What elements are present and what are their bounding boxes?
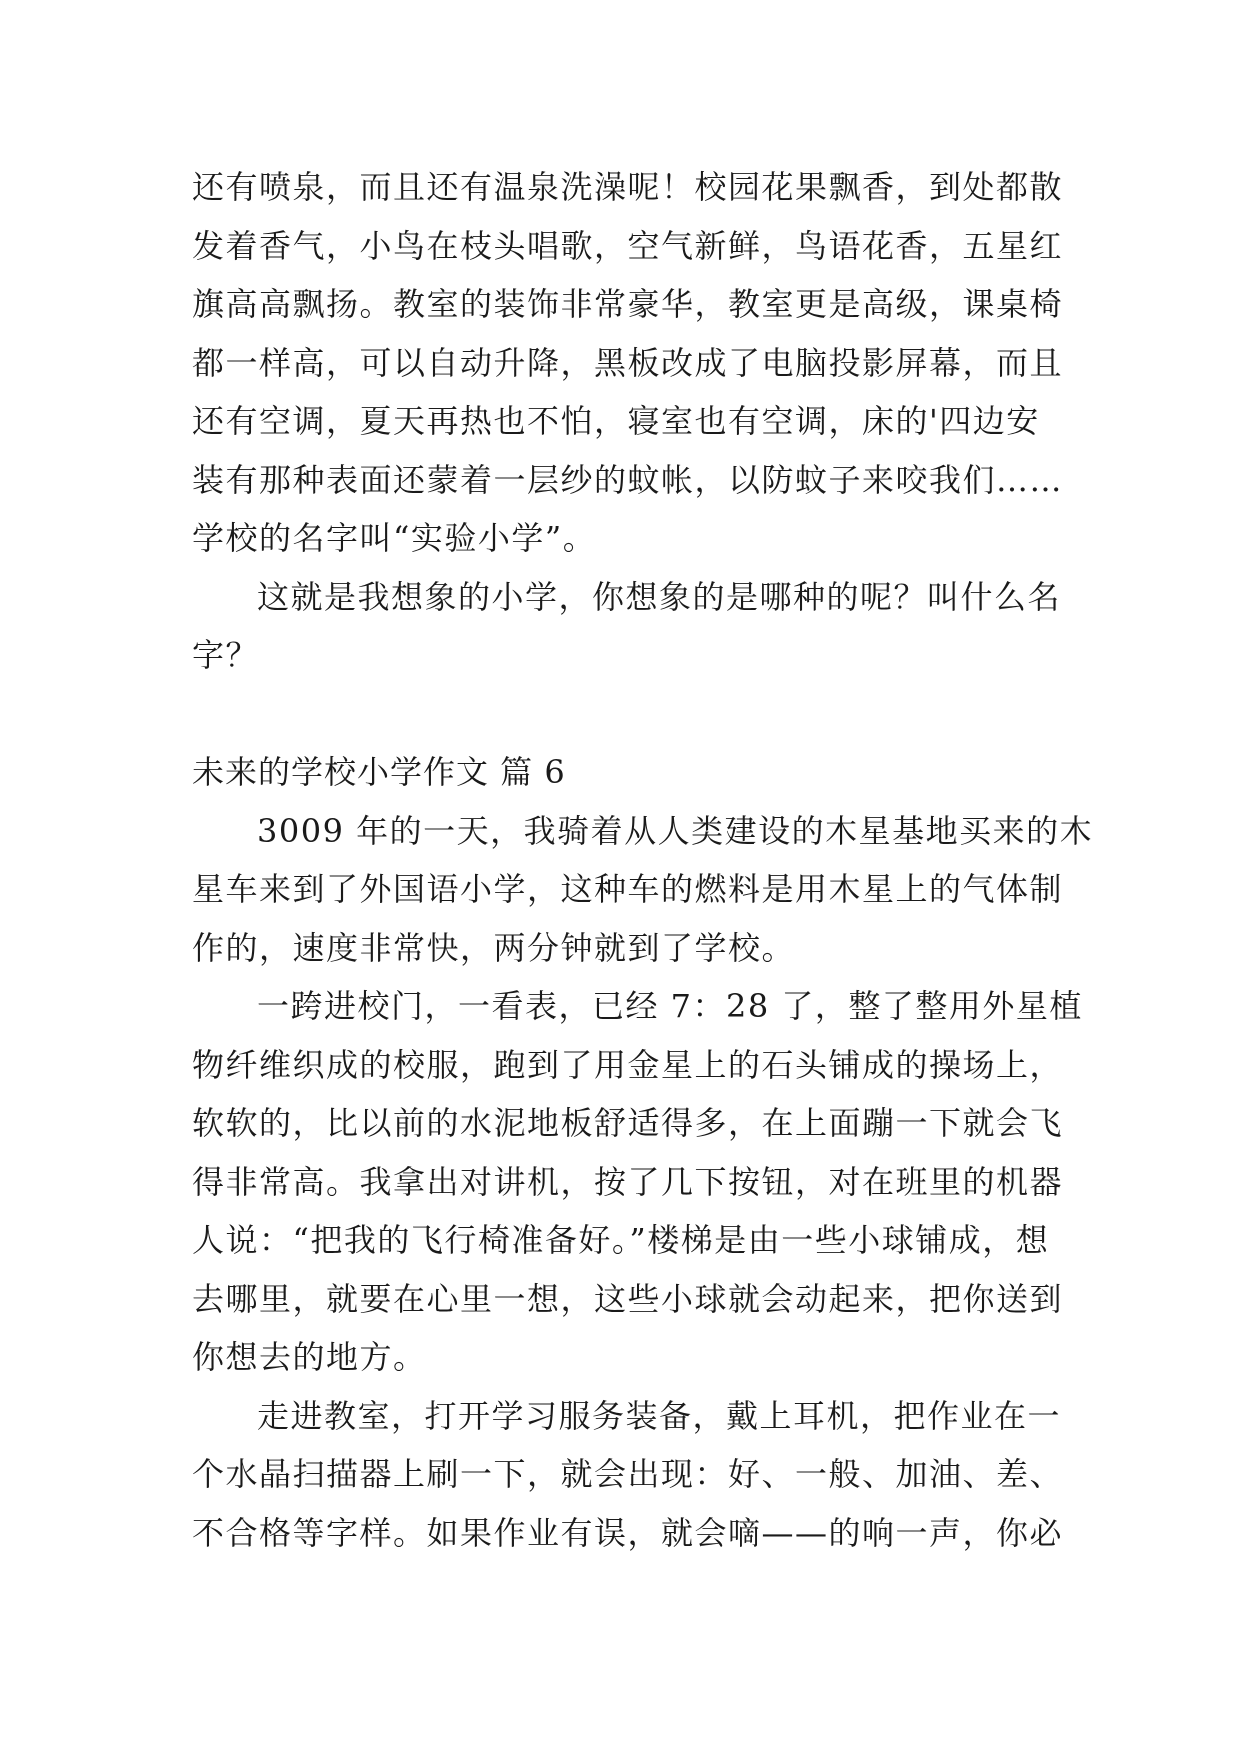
section-spacer (192, 685, 1052, 744)
text-line: 字？ (192, 636, 260, 674)
text-line: 这就是我想象的小学，你想象的是哪种的呢？叫什么名 (257, 577, 1062, 616)
text-line: 发着香气，小鸟在枝头唱歌，空气新鲜，鸟语花香，五星红 (192, 226, 1064, 265)
text-line: 走进教室，打开学习服务装备，戴上耳机，把作业在一 (257, 1396, 1062, 1435)
text-line: 个水晶扫描器上刷一下，就会出现：好、一般、加油、差、 (192, 1455, 1064, 1493)
paragraph-3 (192, 802, 1094, 978)
text-line: 去哪里，就要在心里一想，这些小球就会动起来，把你送到 (192, 1279, 1064, 1318)
text-line: 还有喷泉，而且还有温泉洗澡呢！校园花果飘香，到处都散 (192, 168, 1064, 206)
section-heading: 未来的学校小学作文 篇 6 (192, 753, 566, 791)
text-line: 学校的名字叫“实验小学”。 (192, 519, 597, 557)
text-line: 作的，速度非常快，两分钟就到了学校。 (192, 928, 796, 967)
text-line: 不合格等字样。如果作业有误，就会嘀——的响一声，你必 (192, 1513, 1064, 1552)
text-line: 都一样高，可以自动升降，黑板改成了电脑投影屏幕，而且 (192, 343, 1064, 382)
text-line: 得非常高。我拿出对讲机，按了几下按钮，对在班里的机器 (192, 1162, 1064, 1201)
text-line: 装有那种表面还蒙着一层纱的蚊帐，以防蚊子来咬我们…… (192, 460, 1064, 499)
text-line: 物纤维织成的校服，跑到了用金星上的石头铺成的操场上， (192, 1045, 1064, 1084)
paragraph-5 (192, 1387, 1064, 1563)
document-page (192, 158, 1094, 1562)
text-line: 还有空调，夏天再热也不怕，寝室也有空调，床的'四边安 (192, 402, 1040, 440)
paragraph-1 (192, 158, 1064, 568)
paragraph-2 (192, 568, 1062, 685)
text-line: 3009 年的一天，我骑着从人类建设的木星基地买来的木 (257, 811, 1094, 850)
text-line: 一跨进校门，一看表，已经 7：28 了，整了整用外星植 (257, 987, 1083, 1025)
text-line: 旗高高飘扬。教室的装饰非常豪华，教室更是高级，课桌椅 (192, 285, 1064, 323)
paragraph-4 (192, 977, 1083, 1387)
text-line: 你想去的地方。 (192, 1338, 427, 1376)
text-line: 星车来到了外国语小学，这种车的燃料是用木星上的气体制 (192, 870, 1064, 908)
text-line: 软软的，比以前的水泥地板舒适得多，在上面蹦一下就会飞 (192, 1104, 1064, 1142)
text-line: 人说：“把我的飞行椅准备好。”楼梯是由一些小球铺成，想 (192, 1221, 1050, 1259)
